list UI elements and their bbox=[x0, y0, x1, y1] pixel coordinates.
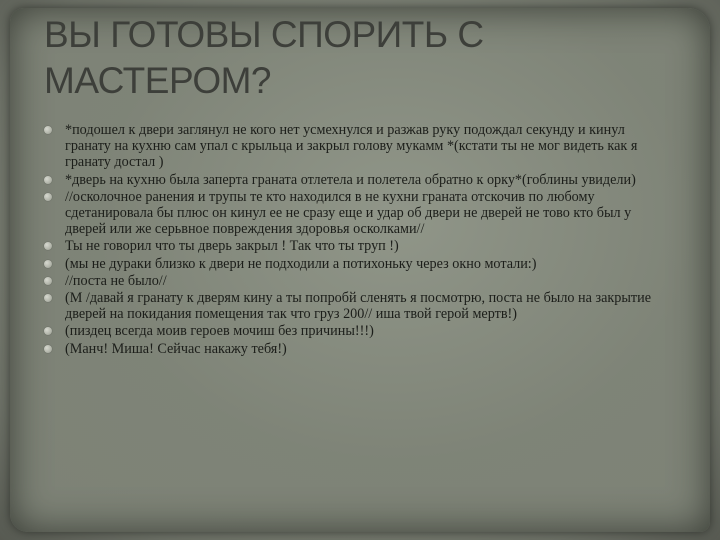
list-item bbox=[44, 290, 664, 322]
list-item bbox=[44, 341, 664, 357]
bullet-icon bbox=[44, 277, 52, 285]
bullet-icon bbox=[44, 126, 52, 134]
bullet-list bbox=[44, 122, 664, 358]
slide-title: ВЫ ГОТОВЫ СПОРИТЬ С МАСТЕРОМ? bbox=[44, 14, 484, 101]
list-item-text: *дверь на кухню была заперта граната отлетела и полетела обратно к орку*(гоблины увидели) bbox=[65, 171, 636, 188]
bullet-icon bbox=[44, 242, 52, 250]
list-item bbox=[44, 122, 664, 171]
list-item-text: (пиздец всегда моив героев мочиш без причины!!!) bbox=[65, 323, 374, 340]
bullet-icon bbox=[44, 176, 52, 184]
list-item bbox=[44, 256, 664, 272]
list-item bbox=[44, 172, 664, 188]
list-item-text: *подошел к двери заглянул не кого нет усмехнулся и разжав руку подождал секунду и кинул гранату на кухню сам упал с крыльца и закрыл голову мукамм *(кстати ты не мог видеть как я гранату достал ) bbox=[65, 122, 638, 171]
list-item-text: (мы не дураки близко к двери не подходили а потихоньку через окно мотали:) bbox=[65, 255, 537, 272]
list-item bbox=[44, 238, 664, 254]
list-item-text: Ты не говорил что ты дверь закрыл ! Так что ты труп !) bbox=[65, 238, 399, 255]
list-item-text: //осколочное ранения и трупы те кто находился в не кухни граната отскочив по любому сдетанировала бы плюс он кинул ее не сразу еще и удар об двери не дверей не тово кто был у дверей или же серьвное повреждения здоровья осколками// bbox=[65, 188, 632, 238]
list-item bbox=[44, 273, 664, 289]
list-item bbox=[44, 323, 664, 339]
bullet-icon bbox=[44, 260, 52, 268]
list-item-text: (Манч! Миша! Сейчас накажу тебя!) bbox=[65, 340, 287, 357]
bullet-icon bbox=[44, 294, 52, 302]
bullet-icon bbox=[44, 193, 52, 201]
bullet-icon bbox=[44, 327, 52, 335]
list-item-text: //поста не было// bbox=[65, 272, 167, 289]
list-item-text: (М /давай я гранату к дверям кину а ты попробй сленять я посмотрю, поста не было на закрытие дверей на покидания помещения так что груз 200// иша твой герой мертв!) bbox=[65, 290, 652, 323]
list-item bbox=[44, 189, 664, 238]
bullet-icon bbox=[44, 345, 52, 353]
